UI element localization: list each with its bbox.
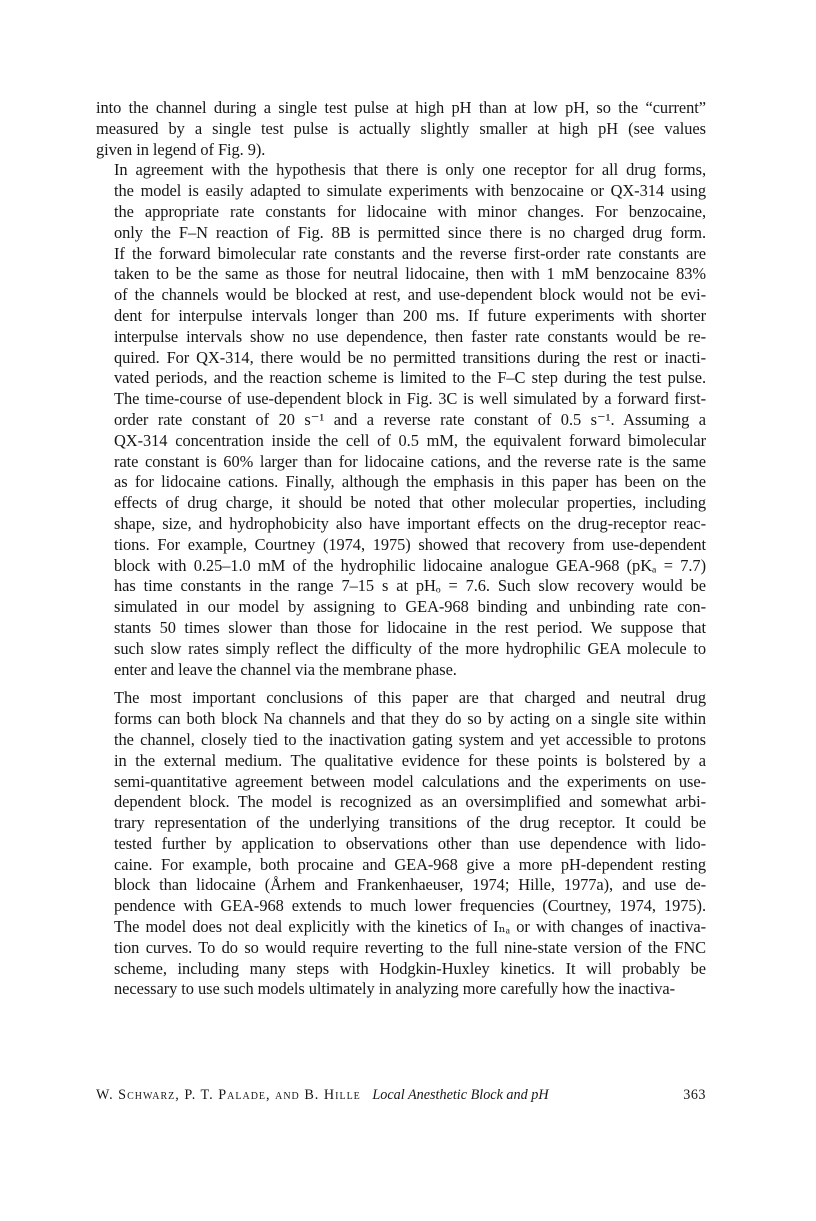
- footer-article-title: Local Anesthetic Block and pH: [372, 1087, 549, 1103]
- running-footer: [96, 1086, 706, 1104]
- text-line: interpulse intervals show no use dependence, then faster rate constants would be re-: [114, 326, 706, 346]
- text-line: only the F–N reaction of Fig. 8B is permitted since there is no charged drug form.: [114, 222, 706, 242]
- text-line: enter and leave the channel via the membrane phase.: [114, 659, 457, 679]
- text-line: order rate constant of 20 s⁻¹ and a reverse rate constant of 0.5 s⁻¹. Assuming a: [114, 409, 706, 429]
- text-line: quired. For QX-314, there would be no permitted transitions during the rest or inacti-: [114, 347, 706, 367]
- text-line: in the external medium. The qualitative evidence for these points is bolstered by a: [114, 750, 706, 770]
- text-line: measured by a single test pulse is actually slightly smaller at high pH (see values: [96, 118, 706, 138]
- paragraph-conclusions: [96, 688, 706, 1000]
- text-line: stants 50 times slower than those for lidocaine in the rest period. We suppose that: [114, 617, 706, 637]
- text-line: of the channels would be blocked at rest, and use-dependent block would not be evi-: [114, 285, 706, 305]
- text-line: dent for interpulse intervals longer than 200 ms. If future experiments with shorter: [114, 305, 706, 325]
- paragraph-benzocaine-qx314: [96, 160, 706, 680]
- text-line: tested further by application to observations other than use dependence with lido-: [114, 833, 706, 853]
- text-line: forms can both block Na channels and that they do so by acting on a single site within: [114, 709, 706, 729]
- text-line: QX-314 concentration inside the cell of 0.5 mM, the equivalent forward bimolecular: [114, 430, 706, 450]
- text-line: necessary to use such models ultimately in analyzing more carefully how the inactiva-: [114, 979, 676, 999]
- footer-authors: W. Schwarz, P. T. Palade, and B. Hille: [96, 1087, 361, 1103]
- paragraph-continued: [96, 98, 706, 160]
- text-line: The model does not deal explicitly with the kinetics of Iₙₐ or with changes of inactiva-: [114, 917, 706, 937]
- text-line: In agreement with the hypothesis that there is only one receptor for all drug forms,: [114, 160, 706, 180]
- text-line: the model is easily adapted to simulate experiments with benzocaine or QX-314 using: [114, 181, 706, 201]
- body-text: [96, 98, 706, 1000]
- text-line: has time constants in the range 7–15 s at pHₒ = 7.6. Such slow recovery would be: [114, 576, 706, 596]
- text-line: vated periods, and the reaction scheme is limited to the F–C step during the test pulse.: [114, 368, 706, 388]
- text-line: effects of drug charge, it should be noted that other molecular properties, including: [114, 493, 706, 513]
- page-number: 363: [683, 1087, 706, 1103]
- text-line: block with 0.25–1.0 mM of the hydrophilic lidocaine analogue GEA-968 (pKₐ = 7.7): [114, 555, 706, 575]
- text-line: caine. For example, both procaine and GEA-968 give a more pH-dependent resting: [114, 854, 706, 874]
- text-line: as for lidocaine cations. Finally, although the emphasis in this paper has been on the: [114, 472, 706, 492]
- text-line: given in legend of Fig. 9).: [96, 139, 266, 159]
- text-line: pendence with GEA-968 extends to much lower frequencies (Courtney, 1974, 1975).: [114, 896, 706, 916]
- text-line: such slow rates simply reflect the difficulty of the more hydrophilic GEA molecule to: [114, 638, 706, 658]
- text-line: tion curves. To do so would require reverting to the full nine-state version of the FNC: [114, 937, 706, 957]
- text-line: dependent block. The model is recognized as an oversimplified and somewhat arbi-: [114, 792, 706, 812]
- text-line: scheme, including many steps with Hodgkin-Huxley kinetics. It will probably be: [114, 958, 706, 978]
- text-line: semi-quantitative agreement between model calculations and the experiments on use-: [114, 771, 706, 791]
- text-line: The time-course of use-dependent block in Fig. 3C is well simulated by a forward first-: [114, 389, 706, 409]
- text-line: The most important conclusions of this paper are that charged and neutral drug: [114, 688, 706, 708]
- text-line: If the forward bimolecular rate constants and the reverse first-order rate constants are: [114, 243, 706, 263]
- text-line: simulated in our model by assigning to GEA-968 binding and unbinding rate con-: [114, 597, 706, 617]
- text-line: into the channel during a single test pulse at high pH than at low pH, so the “current”: [96, 98, 706, 117]
- text-line: the channel, closely tied to the inactivation gating system and yet accessible to protons: [114, 729, 706, 749]
- text-line: rate constant is 60% larger than for lidocaine cations, and the reverse rate is the same: [114, 451, 706, 471]
- text-line: trary representation of the underlying transitions of the drug receptor. It could be: [114, 813, 706, 833]
- text-line: the appropriate rate constants for lidocaine with minor changes. For benzocaine,: [114, 201, 706, 221]
- text-line: block than lidocaine (Århem and Frankenhaeuser, 1974; Hille, 1977a), and use de-: [114, 875, 706, 895]
- text-line: shape, size, and hydrophobicity also have important effects on the drug-receptor reac-: [114, 513, 706, 533]
- text-line: tions. For example, Courtney (1974, 1975) showed that recovery from use-dependent: [114, 534, 706, 554]
- text-line: taken to be the same as those for neutral lidocaine, then with 1 mM benzocaine 83%: [114, 264, 706, 284]
